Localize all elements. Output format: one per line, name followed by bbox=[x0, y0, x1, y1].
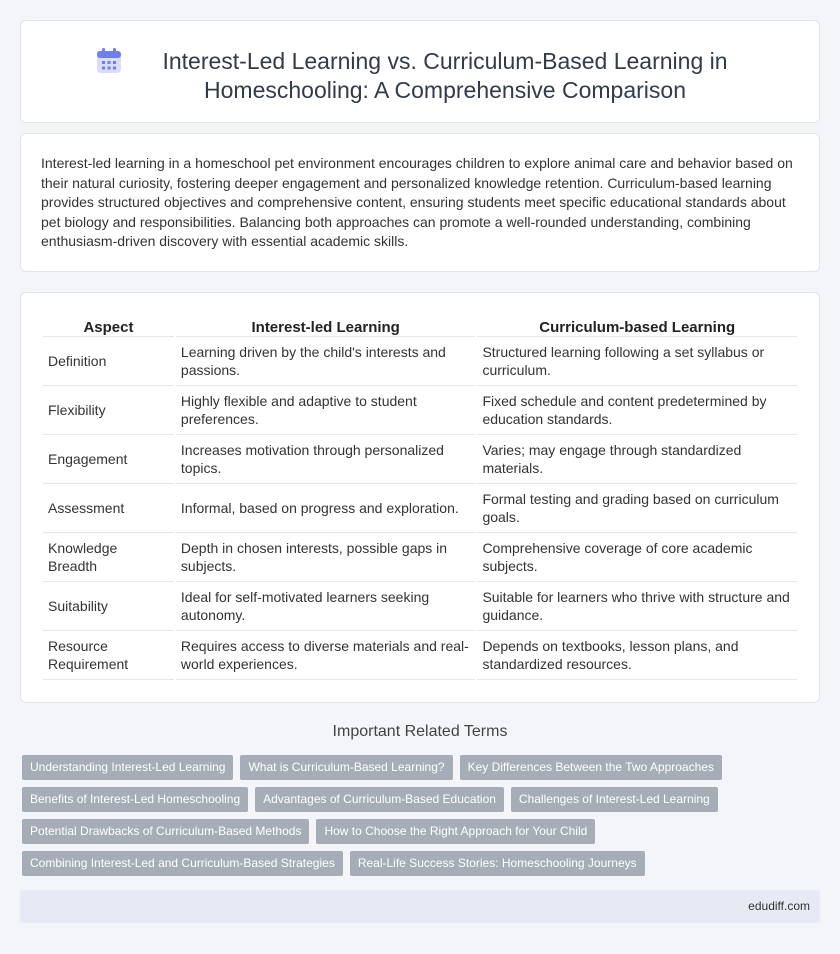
curriculum-cell: Depends on textbooks, lesson plans, and standardized resources. bbox=[477, 631, 797, 680]
related-terms-heading: Important Related Terms bbox=[332, 723, 508, 740]
header-interest-led: Interest-led Learning bbox=[176, 315, 476, 337]
table-row bbox=[43, 435, 797, 484]
interest-cell: Ideal for self-motivated learners seeking autonomy. bbox=[176, 582, 476, 631]
calendar-icon bbox=[95, 47, 123, 75]
table-row bbox=[43, 533, 797, 582]
header-card bbox=[20, 20, 820, 123]
interest-cell: Depth in chosen interests, possible gaps in subjects. bbox=[176, 533, 476, 582]
curriculum-cell: Varies; may engage through standardized materials. bbox=[477, 435, 797, 484]
curriculum-cell: Structured learning following a set syllabus or curriculum. bbox=[477, 337, 797, 386]
intro-card bbox=[20, 133, 820, 272]
related-term-tag[interactable]: What is Curriculum-Based Learning? bbox=[240, 755, 452, 780]
aspect-cell: Knowledge Breadth bbox=[43, 533, 174, 582]
aspect-cell: Resource Requirement bbox=[43, 631, 174, 680]
related-term-tag[interactable]: Potential Drawbacks of Curriculum-Based Methods bbox=[22, 819, 309, 844]
related-terms-list bbox=[22, 755, 812, 876]
curriculum-cell: Fixed schedule and content predetermined by education standards. bbox=[477, 386, 797, 435]
aspect-cell: Engagement bbox=[43, 435, 174, 484]
table-row bbox=[43, 631, 797, 680]
aspect-cell: Flexibility bbox=[43, 386, 174, 435]
interest-cell: Highly flexible and adaptive to student preferences. bbox=[176, 386, 476, 435]
interest-cell: Informal, based on progress and exploration. bbox=[176, 484, 476, 533]
table-row bbox=[43, 337, 797, 386]
related-term-tag[interactable]: Advantages of Curriculum-Based Education bbox=[255, 787, 504, 812]
header-aspect: Aspect bbox=[43, 315, 174, 337]
footer-site-link[interactable]: edudiff.com bbox=[748, 899, 810, 913]
curriculum-cell: Comprehensive coverage of core academic subjects. bbox=[477, 533, 797, 582]
related-term-tag[interactable]: Understanding Interest-Led Learning bbox=[22, 755, 233, 780]
aspect-cell: Suitability bbox=[43, 582, 174, 631]
related-term-tag[interactable]: How to Choose the Right Approach for Your Child bbox=[316, 819, 595, 844]
header-curriculum-based: Curriculum-based Learning bbox=[477, 315, 797, 337]
table-row bbox=[43, 582, 797, 631]
table-row bbox=[43, 386, 797, 435]
aspect-cell: Definition bbox=[43, 337, 174, 386]
table-header-row bbox=[43, 315, 797, 337]
related-term-tag[interactable]: Benefits of Interest-Led Homeschooling bbox=[22, 787, 248, 812]
related-term-tag[interactable]: Combining Interest-Led and Curriculum-Based Strategies bbox=[22, 851, 343, 876]
page-title: Interest-Led Learning vs. Curriculum-Based Learning in Homeschooling: A Comprehensive Comparison bbox=[162, 48, 728, 103]
related-term-tag[interactable]: Real-Life Success Stories: Homeschooling Journeys bbox=[350, 851, 645, 876]
intro-paragraph: Interest-led learning in a homeschool pet environment encourages children to explore animal care and behavior based on their natural curiosity, fostering deeper engagement and personalized knowledge retention. Curriculum-based learning provides structured objectives and comprehensive content, ensuring students meet specific educational standards about pet biology and responsibilities. Balancing both approaches can promote a well-rounded understanding, combining enthusiasm-driven discovery with essential academic skills. bbox=[41, 155, 793, 249]
aspect-cell: Assessment bbox=[43, 484, 174, 533]
curriculum-cell: Formal testing and grading based on curriculum goals. bbox=[477, 484, 797, 533]
comparison-table bbox=[41, 315, 799, 680]
curriculum-cell: Suitable for learners who thrive with structure and guidance. bbox=[477, 582, 797, 631]
footer bbox=[20, 890, 820, 923]
related-term-tag[interactable]: Key Differences Between the Two Approaches bbox=[460, 755, 722, 780]
table-row bbox=[43, 484, 797, 533]
comparison-table-card bbox=[20, 292, 820, 703]
interest-cell: Increases motivation through personalized topics. bbox=[176, 435, 476, 484]
related-term-tag[interactable]: Challenges of Interest-Led Learning bbox=[511, 787, 718, 812]
interest-cell: Requires access to diverse materials and real-world experiences. bbox=[176, 631, 476, 680]
interest-cell: Learning driven by the child's interests and passions. bbox=[176, 337, 476, 386]
